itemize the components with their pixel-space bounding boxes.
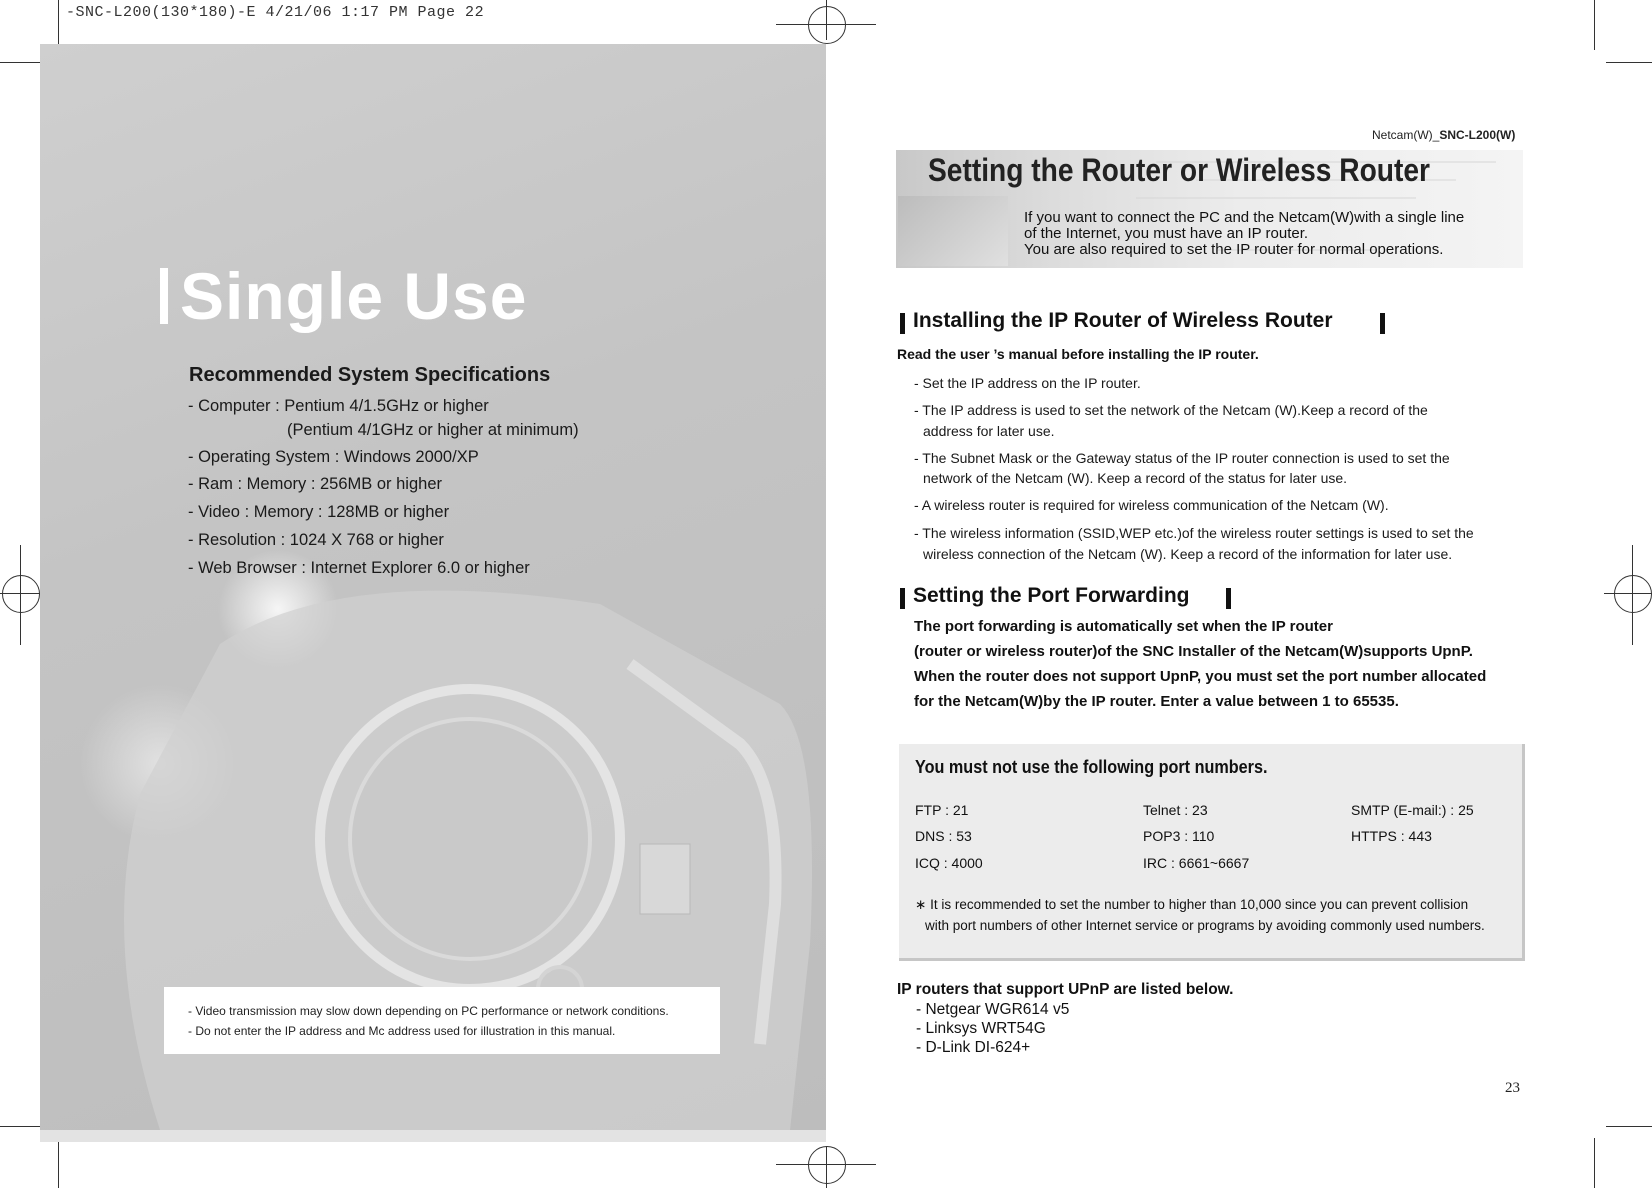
port-telnet: Telnet : 23	[1143, 802, 1208, 818]
banner-text-line: of the Internet, you must have an IP router.	[1024, 225, 1309, 242]
port-dns: DNS : 53	[915, 828, 972, 844]
spec-computer: - Computer : Pentium 4/1.5GHz or higher	[188, 397, 489, 415]
install-item: - The wireless information (SSID,WEP etc.)of the wireless router settings is used to set the	[914, 525, 1474, 541]
header-prefix: Netcam(W)_	[1372, 128, 1440, 142]
section-bar-left	[900, 588, 905, 609]
port-forwarding-text: for the Netcam(W)by the IP router. Enter a value between 1 to 65535.	[914, 693, 1399, 710]
spec-video: - Video : Memory : 128MB or higher	[188, 503, 450, 521]
spec-computer-minimum: (Pentium 4/1GHz or higher at minimum)	[287, 421, 579, 439]
page-title: Single Use	[180, 259, 528, 333]
note-ip-address: - Do not enter the IP address and Mc address used for illustration in this manual.	[188, 1024, 616, 1038]
spec-resolution: - Resolution : 1024 X 768 or higher	[188, 531, 444, 549]
port-icq: ICQ : 4000	[915, 855, 983, 871]
section-bar-right	[1380, 313, 1385, 334]
restricted-ports-heading: You must not use the following port numbers.	[915, 757, 1268, 777]
specs-heading: Recommended System Specifications	[189, 364, 551, 386]
spec-ram: - Ram : Memory : 256MB or higher	[188, 475, 442, 493]
section-bar-left	[900, 313, 905, 334]
banner-title: Setting the Router or Wireless Router	[928, 152, 1430, 188]
note-video-transmission: - Video transmission may slow down depending on PC performance or network conditions.	[188, 1004, 669, 1018]
port-ftp: FTP : 21	[915, 802, 969, 818]
port-forwarding-text: When the router does not support UpnP, you must set the port number allocated	[914, 668, 1487, 685]
asterisk-icon: ∗	[915, 897, 927, 912]
spec-browser: - Web Browser : Internet Explorer 6.0 or higher	[188, 559, 530, 577]
banner-camera-thumbnail	[898, 196, 1008, 266]
install-item-cont: network of the Netcam (W). Keep a record of the status for later use.	[923, 470, 1348, 486]
title-accent-bar	[160, 268, 168, 324]
port-https: HTTPS : 443	[1351, 828, 1432, 844]
running-header	[1372, 128, 1515, 142]
page-number: 23	[1505, 1080, 1520, 1096]
section-bar-right	[1226, 588, 1231, 609]
port-pop3: POP3 : 110	[1143, 828, 1215, 844]
install-item-cont: address for later use.	[923, 423, 1055, 439]
section-install-title: Installing the IP Router of Wireless Router	[913, 309, 1333, 332]
camera-illustration	[40, 44, 826, 1130]
router-item: - Netgear WGR614 v5	[916, 1001, 1070, 1018]
port-irc: IRC : 6661~6667	[1143, 855, 1250, 871]
section-port-forwarding-title: Setting the Port Forwarding	[913, 584, 1190, 607]
print-slug: -SNC-L200(130*180)-E 4/21/06 1:17 PM Page 22	[66, 4, 485, 21]
install-item: - A wireless router is required for wireless communication of the Netcam (W).	[914, 497, 1389, 513]
port-recommendation-line: with port numbers of other Internet service or programs by avoiding commonly used numbers.	[925, 918, 1485, 933]
port-recommendation-line: It is recommended to set the number to higher than 10,000 since you can prevent collision	[930, 897, 1469, 912]
left-page-background	[40, 44, 826, 1130]
install-intro: Read the user ’s manual before installing the IP router.	[897, 346, 1259, 362]
banner-text-line: If you want to connect the PC and the Netcam(W)with a single line	[1024, 209, 1465, 226]
spec-os: - Operating System : Windows 2000/XP	[188, 448, 479, 466]
router-item: - Linksys WRT54G	[916, 1020, 1046, 1037]
banner-text-line: You are also required to set the IP router for normal operations.	[1024, 241, 1444, 258]
install-item: - The Subnet Mask or the Gateway status of the IP router connection is used to set the	[914, 450, 1450, 466]
header-model: SNC-L200(W)	[1439, 128, 1516, 142]
notes-box	[164, 987, 720, 1054]
port-smtp: SMTP (E-mail:) : 25	[1351, 802, 1474, 818]
install-item: - Set the IP address on the IP router.	[914, 375, 1141, 391]
install-item-cont: wireless connection of the Netcam (W). Keep a record of the information for later use.	[923, 546, 1453, 562]
port-forwarding-text: The port forwarding is automatically set when the IP router	[914, 618, 1333, 635]
router-item: - D-Link DI-624+	[916, 1039, 1031, 1056]
upnp-routers-heading: IP routers that support UPnP are listed below.	[897, 981, 1234, 998]
install-item: - The IP address is used to set the network of the Netcam (W).Keep a record of the	[914, 402, 1428, 418]
left-page-footer-strip	[40, 1130, 826, 1142]
port-forwarding-text: (router or wireless router)of the SNC Installer of the Netcam(W)supports UpnP.	[914, 643, 1473, 660]
port-recommendation	[915, 897, 1468, 913]
